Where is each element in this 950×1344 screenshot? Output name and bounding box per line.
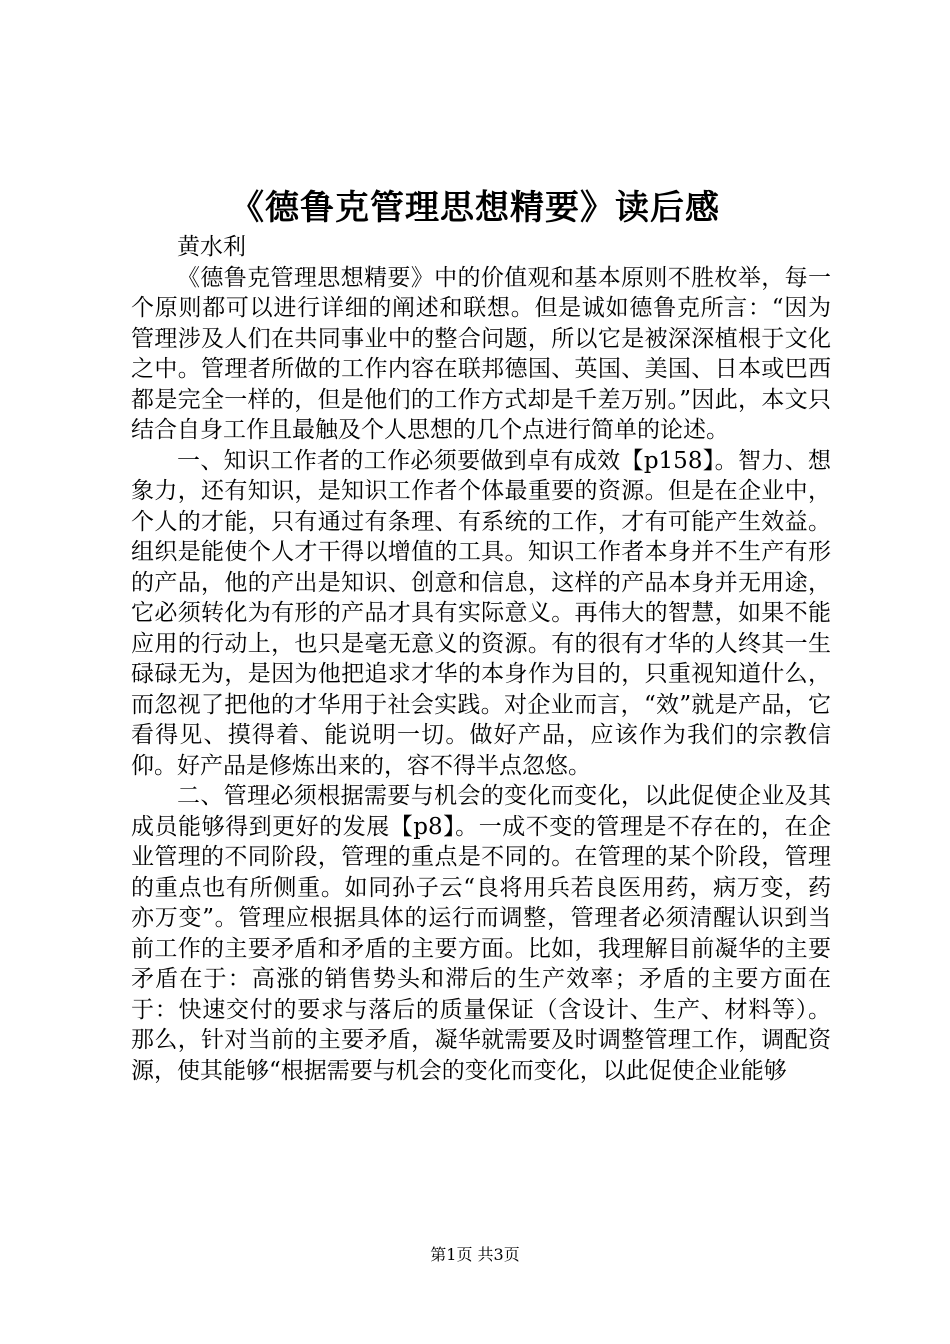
page-footer: 第1页 共3页: [430, 1245, 520, 1264]
document-title: 《德鲁克管理思想精要》读后感: [230, 188, 720, 228]
document-body: [131, 232, 831, 1086]
paragraph-section-1: 一、知识工作者的工作必须要做到卓有成效【p158】。智力、想象力，还有知识，是知识工作者个体最重要的资源。但是在企业中，个人的才能，只有通过有条理、有系统的工作，才有可能产生效益。组织是能使个人才干得以增值的工具。知识工作者本身并不生产有形的产品，他的产出是知识、创意和信息，这样的产品本身并无用途，它必须转化为有形的产品才具有实际意义。再伟大的智慧，如果不能应用的行动上，也只是毫无意义的资源。有的很有才华的人终其一生碌碌无为，是因为他把追求才华的本身作为目的，只重视知道什么，而忽视了把他的才华用于社会实践。对企业而言，“效”就是产品，它看得见、摸得着、能说明一切。做好产品，应该作为我们的宗教信仰。好产品是修炼出来的，容不得半点忽悠。: [131, 447, 831, 779]
paragraph-intro: 《德鲁克管理思想精要》中的价值观和基本原则不胜枚举，每一个原则都可以进行详细的阐述和联想。但是诚如德鲁克所言：“因为管理涉及人们在共同事业中的整合问题，所以它是被深深植根于文化之中。管理者所做的工作内容在联邦德国、英国、美国、日本或巴西都是完全一样的，但是他们的工作方式却是千差万别。”因此，本文只结合自身工作且最触及个人思想的几个点进行简单的论述。: [131, 264, 831, 443]
author-name: 黄水利: [177, 234, 246, 260]
paragraph-section-2: 二、管理必须根据需要与机会的变化而变化，以此促使企业及其成员能够得到更好的发展【p8】。一成不变的管理是不存在的，在企业管理的不同阶段，管理的重点是不同的。在管理的某个阶段，管理的重点也有所侧重。如同孙子云“良将用兵若良医用药，病万变，药亦万变”。管理应根据具体的运行而调整，管理者必须清醒认识到当前工作的主要矛盾和矛盾的主要方面。比如，我理解目前凝华的主要矛盾在于：高涨的销售势头和滞后的生产效率；矛盾的主要方面在于：快速交付的要求与落后的质量保证（含设计、生产、材料等）。那么，针对当前的主要矛盾，凝华就需要及时调整管理工作，调配资源，使其能够“根据需要与机会的变化而变化，以此促使企业能够: [131, 783, 831, 1084]
